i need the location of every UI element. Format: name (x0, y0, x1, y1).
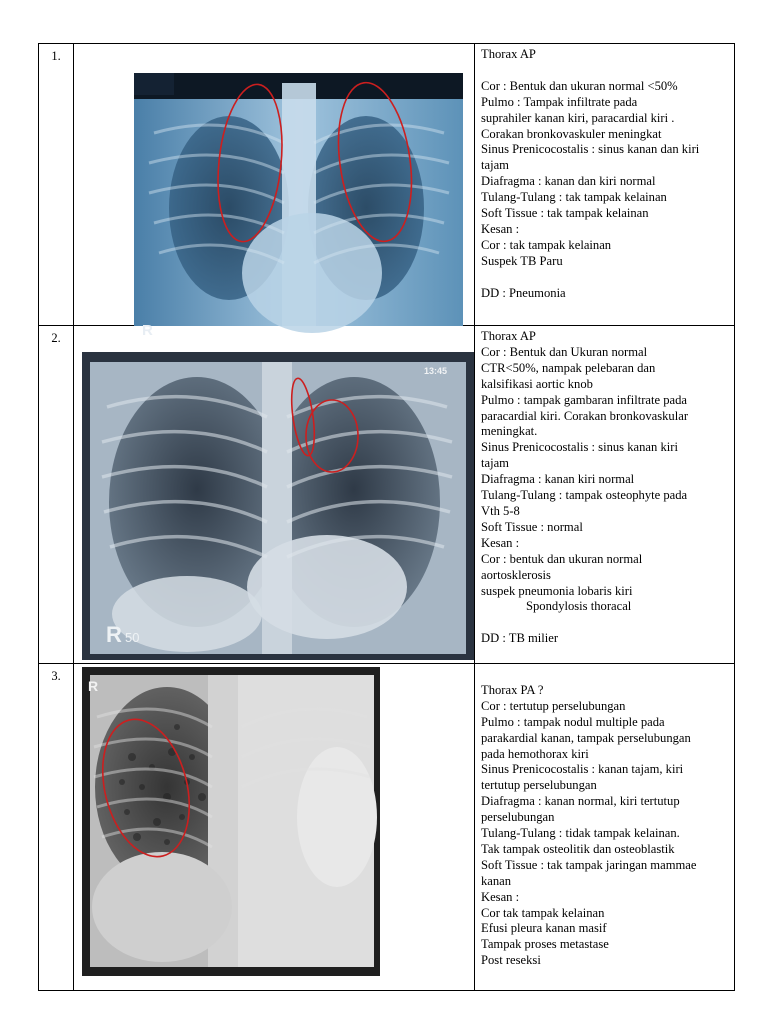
report-line: Suspek TB Paru (481, 253, 563, 268)
report-line: Tulang-Tulang : tak tampak kelainan (481, 190, 667, 205)
report-line: Pulmo : tampak gambaran infiltrate pada (481, 392, 687, 407)
table-row (39, 664, 735, 991)
timestamp-overlay: 13:45 (424, 366, 448, 376)
report-line: Cor : tertutup perselubungan (481, 698, 626, 713)
report-line: Cor : tak tampak kelainan (481, 237, 612, 252)
report-line: tajam (481, 456, 509, 471)
report-line: Post reseksi (481, 953, 541, 968)
side-marker: R (88, 678, 99, 694)
report-line: Cor : Bentuk dan Ukuran normal (481, 344, 648, 359)
report-line: Thorax PA ? (481, 682, 544, 697)
report-line: meningkat. (481, 424, 538, 439)
table-row (39, 326, 735, 664)
report-text-cell (475, 44, 735, 326)
report-line (481, 63, 732, 79)
report-line: paracardial kiri. Corakan bronkovaskular (481, 408, 689, 423)
report-line (481, 270, 732, 286)
report-line (481, 615, 732, 631)
image-cell (74, 326, 475, 664)
report-line: kalsifikasi aortic knob (481, 376, 593, 391)
report-line: suprahiler kanan kiri, paracardial kiri . (481, 110, 675, 125)
table-row (39, 44, 735, 326)
report-line: Tak tampak osteolitik dan osteoblastik (481, 841, 675, 856)
report-line: aortosklerosis (481, 567, 551, 582)
chest-xray-image-2 (82, 352, 474, 660)
side-marker: R (142, 322, 153, 339)
image-cell (74, 44, 475, 339)
report-line: Pulmo : Tampak infiltrate pada (481, 94, 638, 109)
report-line: Cor : Bentuk dan ukuran normal <50% (481, 78, 678, 93)
report-text-cell (475, 664, 735, 991)
report-line: perselubungan (481, 810, 555, 825)
report-line: Corakan bronkovaskuler meningkat (481, 126, 662, 141)
report-line: Soft Tissue : tak tampak jaringan mammae (481, 857, 697, 872)
row-number: 1. (39, 44, 74, 326)
report-line: Diafragma : kanan normal, kiri tertutup (481, 794, 680, 809)
report-line: DD : Pneumonia (481, 285, 566, 300)
report-line: Efusi pleura kanan masif (481, 921, 607, 936)
row-number: 2. (39, 326, 74, 664)
report-line: Kesan : (481, 221, 520, 236)
report-line: Soft Tissue : tak tampak kelainan (481, 206, 649, 221)
chest-xray-image-3 (82, 667, 380, 976)
report-line: Kesan : (481, 535, 520, 550)
radiology-report-table (38, 43, 735, 991)
report-line: Cor tak tampak kelainan (481, 905, 605, 920)
side-marker-sub: 50 (125, 630, 140, 645)
report-line: parakardial kanan, tampak perselubungan (481, 730, 691, 745)
report-line (481, 667, 732, 683)
report-line: Vth 5-8 (481, 503, 520, 518)
report-line: suspek pneumonia lobaris kiri (481, 583, 633, 598)
report-line: Thorax AP (481, 47, 536, 61)
report-line: Kesan : (481, 889, 520, 904)
report-line: DD : TB milier (481, 631, 559, 646)
report-line: Pulmo : tampak nodul multiple pada (481, 714, 665, 729)
row-number: 3. (39, 664, 74, 991)
report-line: Diafragma : kanan dan kiri normal (481, 174, 656, 189)
report-line: Sinus Prenicocostalis : kanan tajam, kiri (481, 762, 684, 777)
report-line: tertutup perselubungan (481, 778, 597, 793)
report-line: Tulang-Tulang : tidak tampak kelainan. (481, 826, 680, 841)
report-line: Spondylosis thoracal (526, 599, 632, 614)
report-line: CTR<50%, nampak pelebaran dan (481, 360, 656, 375)
report-line: Sinus Prenicocostalis : sinus kanan dan kiri (481, 142, 700, 157)
report-line: Tampak proses metastase (481, 937, 609, 952)
report-line: Diafragma : kanan kiri normal (481, 472, 635, 487)
report-line: kanan (481, 873, 512, 888)
image-cell (74, 664, 475, 991)
report-line: Sinus Prenicocostalis : sinus kanan kiri (481, 440, 678, 455)
report-line: Cor : bentuk dan ukuran normal (481, 551, 643, 566)
side-marker: R (106, 622, 122, 647)
report-line: Tulang-Tulang : tampak osteophyte pada (481, 488, 688, 503)
report-text-cell (475, 326, 735, 664)
report-line: tajam (481, 158, 509, 173)
report-line: Thorax AP (481, 329, 536, 343)
report-line: pada hemothorax kiri (481, 746, 589, 761)
chest-xray-image-1 (134, 73, 463, 339)
report-line: Soft Tissue : normal (481, 519, 583, 534)
